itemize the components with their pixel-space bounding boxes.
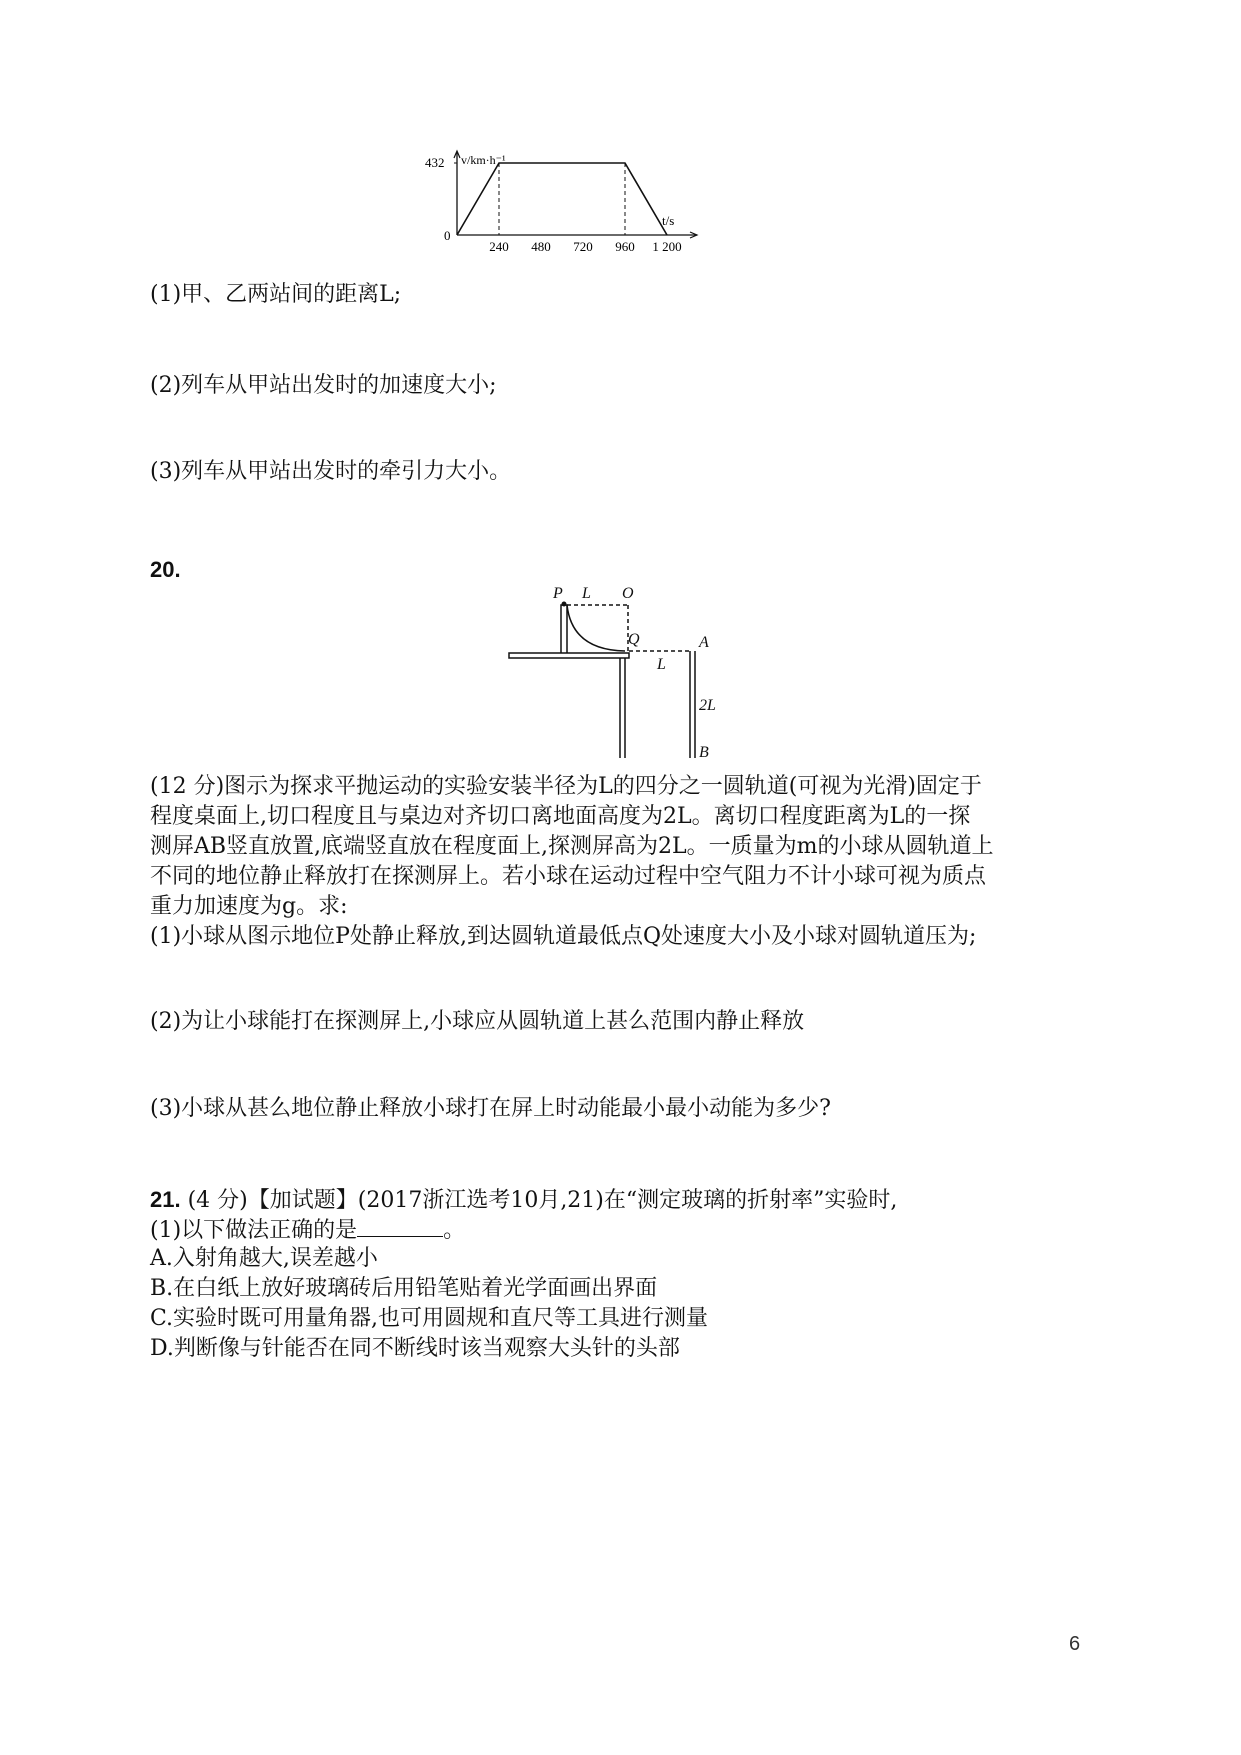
q21-option-a: A.入射角越大,误差越小 (150, 1246, 378, 1271)
q20-line-2: 程度桌面上,切口程度且与桌边对齐切口离地面高度为2L。离切口程度距离为L的一探 (150, 804, 971, 829)
q21-part1-suffix: 。 (443, 1218, 466, 1243)
x-tick-label: 1 200 (652, 239, 682, 254)
q21-number: 21. (150, 1187, 181, 1212)
origin-label: 0 (444, 228, 451, 243)
q20-number: 20. (150, 557, 181, 582)
label-b: B (699, 744, 709, 761)
table-top (509, 653, 629, 658)
velocity-series-line (457, 163, 667, 235)
track-block (561, 605, 567, 655)
y-tick-label: 432 (425, 155, 445, 170)
label-l-top: L (582, 585, 591, 602)
label-o: O (622, 585, 634, 602)
x-tick-label: 960 (615, 239, 635, 254)
projectile-apparatus-diagram (500, 580, 760, 770)
q21-header: (4 分)【加试题】(2017浙江选考10月,21)在“测定玻璃的折射率”实验时, (187, 1188, 898, 1213)
label-a: A (699, 634, 709, 651)
x-tick-label: 480 (531, 239, 551, 254)
x-axis-label: t/s (662, 213, 675, 228)
label-l-mid: L (657, 656, 666, 673)
q21-option-c: C.实验时既可用量角器,也可用圆规和直尺等工具进行测量 (150, 1306, 709, 1331)
q20-part2: (2)为让小球能打在探测屏上,小球应从圆轨道上甚么范围内静止释放 (150, 1009, 805, 1034)
velocity-time-chart (425, 150, 780, 275)
q20-line-1: (12 分)图示为探求平抛运动的实验安装半径为L的四分之一圆轨道(可视为光滑)固定于 (150, 774, 982, 799)
label-p: P (553, 585, 563, 602)
q21-option-b: B.在白纸上放好玻璃砖后用铅笔贴着光学面画出界面 (150, 1276, 658, 1301)
y-axis-label: v/km·h⁻¹ (461, 153, 506, 167)
page-number: 6 (1069, 1633, 1081, 1655)
quarter-circle-track (567, 605, 625, 651)
label-q: Q (628, 631, 640, 648)
x-tick-label: 240 (489, 239, 509, 254)
q20-part3: (3)小球从甚么地位静止释放小球打在屏上时动能最小最小动能为多少? (150, 1096, 831, 1121)
q20-line-4: 不同的地位静止释放打在探测屏上。若小球在运动过程中空气阻力不计小球可视为质点 (150, 864, 987, 889)
q20-part1: (1)小球从图示地位P处静止释放,到达圆轨道最低点Q处速度大小及小球对圆轨道压为; (150, 924, 977, 949)
q21-part1-prefix: (1)以下做法正确的是 (150, 1218, 358, 1243)
q21-header-line (150, 1185, 897, 1216)
q19-part1: (1)甲、乙两站间的距离L; (150, 282, 402, 307)
q20-line-3: 测屏AB竖直放置,底端竖直放在程度面上,探测屏高为2L。一质量为m的小球从圆轨道上 (150, 834, 994, 859)
label-2l: 2L (699, 697, 716, 714)
q20-line-5: 重力加速度为g。求: (150, 894, 348, 919)
q21-option-d: D.判断像与针能否在同不断线时该当观察大头针的头部 (150, 1336, 680, 1361)
x-tick-label: 720 (573, 239, 593, 254)
q19-part3: (3)列车从甲站出发时的牵引力大小。 (150, 459, 512, 484)
q19-part2: (2)列车从甲站出发时的加速度大小; (150, 373, 497, 398)
answer-blank (357, 1214, 443, 1237)
q21-part1-line (150, 1214, 465, 1246)
point-p-dot (562, 602, 567, 607)
